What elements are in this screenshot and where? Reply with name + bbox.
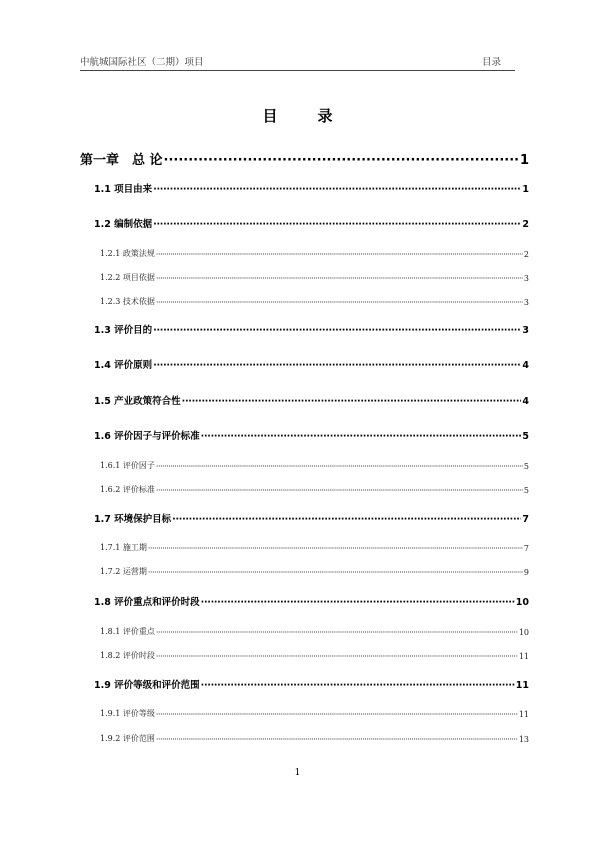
toc-entry-page: 5	[522, 431, 529, 442]
toc-entry-label: 1.8.1 评价重点	[100, 627, 155, 636]
toc-entry-label: 1.7 环境保护目标	[94, 514, 172, 525]
title-char-1: 目	[262, 107, 278, 125]
toc-entry-page: 7	[523, 544, 529, 553]
page-number: 1	[294, 768, 301, 778]
toc-dot-leader	[182, 396, 522, 407]
toc-dot-leader	[156, 250, 523, 259]
toc-entry-page: 5	[523, 486, 529, 495]
toc-entry-page: 1	[519, 153, 529, 168]
toc-dot-leader	[156, 735, 518, 744]
toc-entry[interactable]	[80, 355, 529, 371]
toc-dot-leader	[201, 431, 522, 442]
toc-entry-label: 1.1 项目由来	[94, 184, 153, 195]
toc-entry[interactable]	[80, 391, 529, 407]
toc-entry[interactable]	[80, 152, 529, 168]
toc-dot-leader	[153, 184, 521, 195]
toc-entry[interactable]	[80, 243, 529, 259]
toc-entry[interactable]	[80, 179, 529, 195]
toc-entry-label: 1.7.1 施工期	[100, 543, 147, 552]
toc-dot-leader	[148, 568, 523, 577]
toc-entry[interactable]	[80, 214, 529, 230]
toc-dot-leader	[156, 652, 518, 661]
toc-entry-page: 13	[518, 735, 529, 744]
toc-entry-label: 1.6.2 评价标准	[100, 485, 155, 494]
toc-dot-leader	[156, 710, 518, 719]
toc-entry[interactable]	[80, 479, 529, 495]
page-title	[0, 105, 595, 126]
toc-entry-page: 3	[523, 274, 529, 283]
toc-entry-page: 10	[515, 597, 529, 608]
page-header	[80, 54, 515, 70]
toc-entry-page: 2	[522, 219, 529, 230]
toc-entry-label: 1.6 评价因子与评价标准	[94, 431, 200, 442]
toc-entry[interactable]	[80, 703, 529, 719]
toc-entry-label: 1.2.1 政策法规	[100, 249, 155, 258]
toc-entry[interactable]	[80, 267, 529, 283]
toc-entry-label: 1.4 评价原则	[94, 360, 153, 371]
toc-entry-label: 1.9.2 评价范围	[100, 734, 155, 743]
toc-entry-page: 4	[522, 360, 529, 371]
toc-dot-leader	[156, 298, 523, 307]
toc-dot-leader	[153, 325, 521, 336]
toc-entry-page: 2	[523, 250, 529, 259]
toc-entry-page: 3	[522, 325, 529, 336]
toc-dot-leader	[153, 360, 521, 371]
toc-entry-page: 11	[518, 710, 529, 719]
toc-entry[interactable]	[80, 537, 529, 553]
toc-entry-label: 1.3 评价目的	[94, 325, 153, 336]
toc-entry-page: 1	[522, 184, 529, 195]
header-rule	[80, 70, 515, 71]
toc-dot-leader	[148, 544, 523, 553]
toc-entry[interactable]	[80, 455, 529, 471]
title-char-2: 录	[317, 107, 333, 125]
toc-dot-leader	[156, 486, 523, 495]
toc-entry-label: 1.9 评价等级和评价范围	[94, 680, 200, 691]
toc-entry-label: 1.2.2 项目依据	[100, 273, 155, 282]
toc-entry-label: 1.6.1 评价因子	[100, 461, 155, 470]
header-section-name: 目录	[481, 57, 501, 68]
toc-entry-label: 1.2.3 技术依据	[100, 297, 155, 306]
toc-entry-label: 1.9.1 评价等级	[100, 709, 155, 718]
toc-entry[interactable]	[80, 592, 529, 608]
toc-entry-page: 9	[523, 568, 529, 577]
toc-entry-label: 1.8 评价重点和评价时段	[94, 597, 200, 608]
toc-entry[interactable]	[80, 426, 529, 442]
toc-entry[interactable]	[80, 509, 529, 525]
toc-entry-page: 3	[523, 298, 529, 307]
toc-entry-label: 1.5 产业政策符合性	[94, 396, 181, 407]
toc-entry-page: 7	[522, 514, 529, 525]
toc-entry-page: 5	[523, 462, 529, 471]
toc-entry-page: 10	[518, 628, 529, 637]
toc-dot-leader	[156, 628, 518, 637]
toc-entry-label: 1.2 编制依据	[94, 219, 153, 230]
toc-dot-leader	[201, 597, 515, 608]
toc-dot-leader	[172, 514, 521, 525]
header-project-name: 中航城国际社区（二期）项目	[80, 57, 204, 68]
toc-entry[interactable]	[80, 561, 529, 577]
toc-dot-leader	[156, 462, 523, 471]
toc-dot-leader	[201, 680, 515, 691]
toc-dot-leader	[156, 274, 523, 283]
toc-entry-page: 11	[518, 652, 529, 661]
toc-entry-label: 1.7.2 运营期	[100, 567, 147, 576]
toc-entry[interactable]	[80, 320, 529, 336]
toc-entry-label: 第一章 总 论	[80, 153, 163, 168]
toc-dot-leader	[153, 219, 521, 230]
toc-entry-page: 11	[515, 680, 529, 691]
toc-entry-page: 4	[522, 396, 529, 407]
toc-entry[interactable]	[80, 645, 529, 661]
toc-entry[interactable]	[80, 621, 529, 637]
toc-dot-leader	[164, 153, 519, 168]
toc-entry[interactable]	[80, 728, 529, 744]
toc-entry[interactable]	[80, 675, 529, 691]
toc-entry[interactable]	[80, 291, 529, 307]
toc-entry-label: 1.8.2 评价时段	[100, 651, 155, 660]
